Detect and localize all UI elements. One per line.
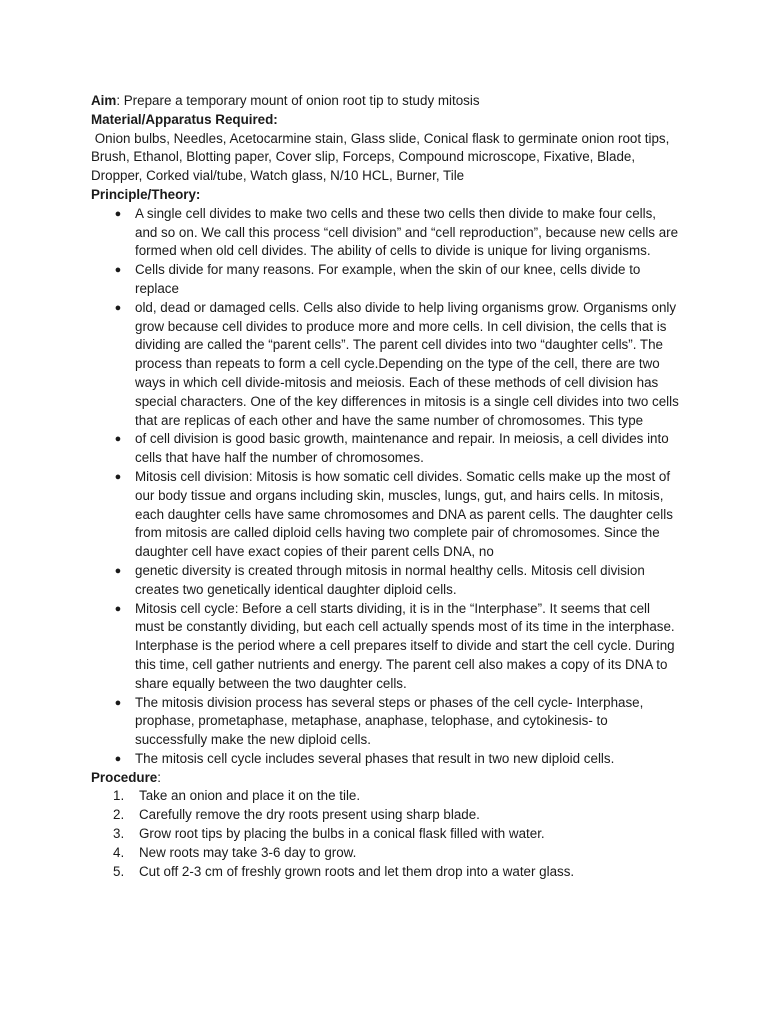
list-item-text: The mitosis cell cycle includes several phases that result in two new diploid cells. <box>135 750 615 766</box>
list-item <box>91 863 681 882</box>
materials-text: Onion bulbs, Needles, Acetocarmine stain, Glass slide, Conical flask to germinate onion root tips, Brush, Ethanol, Blotting paper, Cover slip, Forceps, Compound microscope, Fixative, Blade, Dropper, Corked vial/tube, Watch glass, N/10 HCL, Burner, Tile <box>91 130 674 184</box>
list-item-text: Mitosis cell division: Mitosis is how somatic cell divides. Somatic cells make up the most of our body tissue and organs including skin, muscles, lungs, gut, and hairs cells. In mitosis, each daughter cells have same chromosomes and DNA as parent cells. The daughter cells from mitosis are called diploid cells having two complete pair of chromosomes. Since the daughter cell have exact copies of their parent cells DNA, no <box>135 468 673 560</box>
list-item <box>91 750 681 769</box>
list-item <box>91 299 681 431</box>
list-item-text: Cells divide for many reasons. For example, when the skin of our knee, cells divide to replace <box>135 262 641 296</box>
aim-text: : Prepare a temporary mount of onion root tip to study mitosis <box>116 93 480 108</box>
list-item <box>91 430 681 468</box>
step-number: 5. <box>113 863 125 879</box>
list-item-text: Mitosis cell cycle: Before a cell starts dividing, it is in the “Interphase”. It seems that cell must be constantly dividing, but each cell actually spends most of its time in the interphase. Interphase is the period where a cell prepares itself to divide and start the cell cycle. During this time, cell gather nutrients and energy. The parent cell also makes a copy of its DNA to share equally between the two daughter cells. <box>135 600 675 691</box>
step-number: 4. <box>113 844 125 860</box>
aim-line <box>91 92 681 111</box>
list-item <box>91 806 681 825</box>
step-text: New roots may take 3-6 day to grow. <box>139 844 357 860</box>
list-item <box>91 787 681 806</box>
step-number: 2. <box>113 807 125 823</box>
bullet-icon: ● <box>114 752 122 765</box>
list-item <box>91 825 681 844</box>
aim-label: Aim <box>91 93 117 108</box>
step-number: 3. <box>113 826 125 842</box>
list-item-text: The mitosis division process has several steps or phases of the cell cycle- Interphase, prophase, prometaphase, metaphase, anaphase, telophase, and cytokinesis- to successfully make the new diploid cells. <box>135 694 644 748</box>
list-item-text: genetic diversity is created through mitosis in normal healthy cells. Mitosis cell division creates two genetically identical daughter diploid cells. <box>135 562 645 597</box>
procedure-heading: Procedure <box>91 769 158 785</box>
list-item <box>91 205 681 261</box>
procedure-heading-line <box>91 769 681 788</box>
list-item-text: of cell division is good basic growth, maintenance and repair. In meiosis, a cell divides into cells that have half the number of chromosomes. <box>135 431 669 466</box>
step-text: Carefully remove the dry roots present using sharp blade. <box>139 807 480 823</box>
bullet-icon: ● <box>114 696 122 709</box>
list-item <box>91 844 681 863</box>
bullet-icon: ● <box>114 602 122 615</box>
step-text: Cut off 2-3 cm of freshly grown roots and let them drop into a water glass. <box>139 863 575 879</box>
list-item <box>91 468 681 562</box>
list-item-text: old, dead or damaged cells. Cells also divide to help living organisms grow. Organisms only grow because cell divides to produce more and more cells. In cell division, the cells that is dividing are called the “parent cells”. The parent cell divides into two “daughter cells”. The process than repeats to form a cell cycle.Depending on the type of the cell, there are two ways in which cell divide-mitosis and meiosis. Each of these methods of cell division has special characters. One of the key differences in mitosis is a single cell divides into two cells that are replicas of each other and have the same number of chromosomes. This type <box>135 299 679 428</box>
step-number: 1. <box>113 788 125 804</box>
bullet-icon: ● <box>114 207 122 220</box>
step-text: Grow root tips by placing the bulbs in a conical flask filled with water. <box>139 826 545 842</box>
materials-heading: Material/Apparatus Required: <box>91 111 278 127</box>
list-item <box>91 694 681 750</box>
document-page <box>91 92 681 881</box>
bullet-icon: ● <box>114 470 122 483</box>
list-item-text: A single cell divides to make two cells and these two cells then divide to make four cells, and so on. We call this process “cell division” and “cell reproduction”, because new cells are formed when old cell divides. The ability of cells to divide is unique for living organisms. <box>135 205 679 259</box>
procedure-list <box>91 787 681 881</box>
bullet-icon: ● <box>114 433 122 446</box>
bullet-icon: ● <box>114 301 122 314</box>
bullet-icon: ● <box>114 564 122 577</box>
list-item <box>91 562 681 600</box>
bullet-icon: ● <box>114 264 122 277</box>
principle-list <box>91 205 681 769</box>
list-item <box>91 600 681 694</box>
list-item <box>91 261 681 299</box>
procedure-heading-suffix: : <box>157 769 161 785</box>
step-text: Take an onion and place it on the tile. <box>139 788 361 804</box>
principle-heading: Principle/Theory: <box>91 186 201 202</box>
